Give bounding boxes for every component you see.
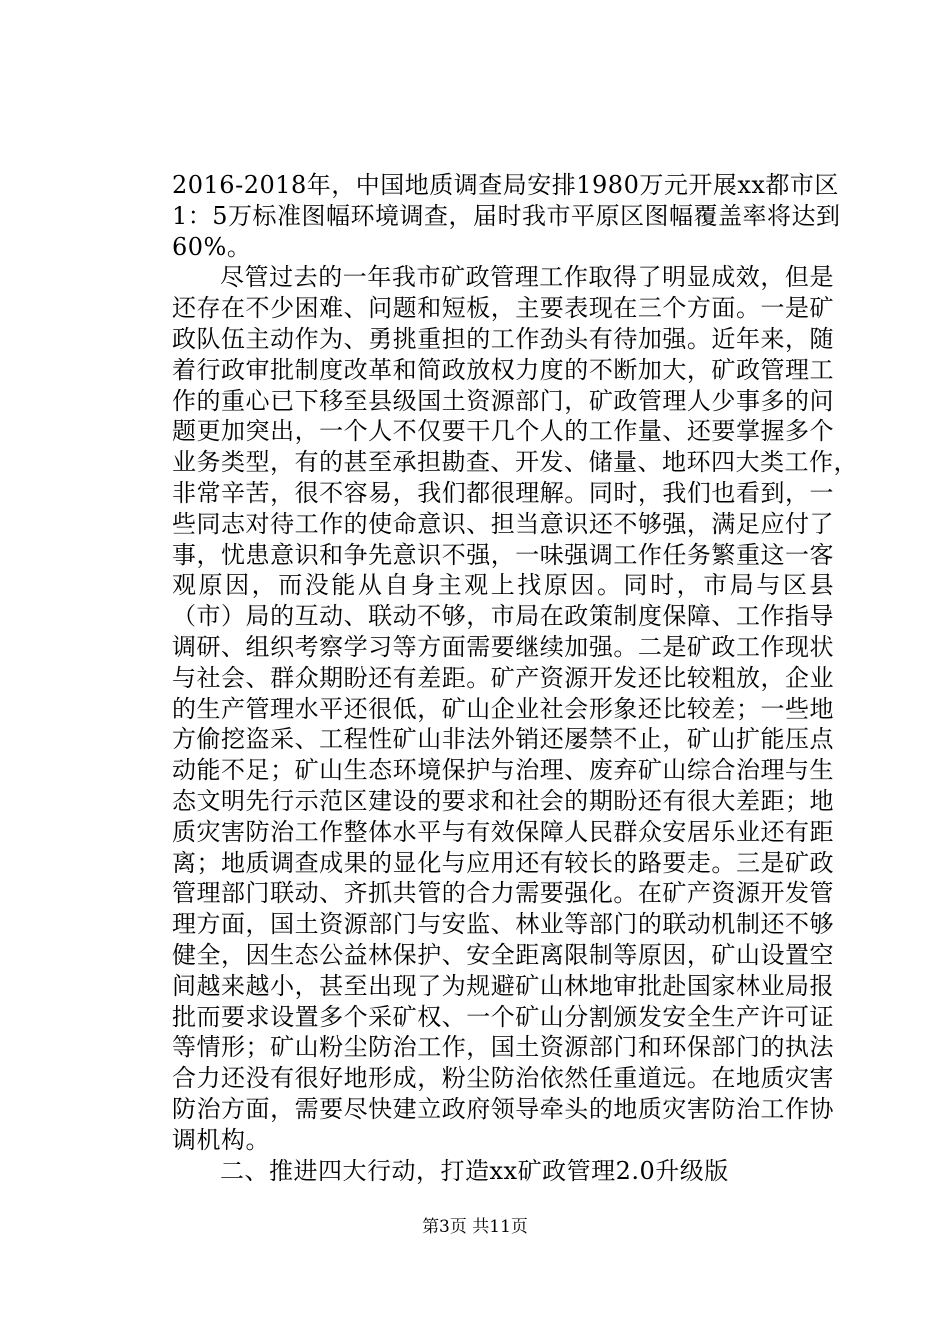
section-heading: 二、推进四大行动，打造xx矿政管理2.0升级版: [220, 1156, 729, 1185]
text-line: 离；地质调查成果的显化与应用还有较长的路要走。三是矿政: [172, 848, 834, 877]
text-line: 管理部门联动、齐抓共管的合力需要强化。在矿产资源开发管: [172, 879, 834, 908]
text-line: 防治方面，需要尽快建立政府领导牵头的地质灾害防治工作协: [172, 1094, 834, 1123]
text-line: 些同志对待工作的使命意识、担当意识还不够强，满足应付了: [172, 509, 834, 538]
text-line: 着行政审批制度改革和简政放权力度的不断加大，矿政管理工: [172, 355, 834, 384]
text-line: 质灾害防治工作整体水平与有效保障人民群众安居乐业还有距: [172, 817, 834, 846]
page-number-footer: 第3页 共11页: [422, 1217, 528, 1237]
text-line: 间越来越小，甚至出现了为规避矿山林地审批赴国家林业局报: [172, 971, 834, 1000]
paragraph-1: [172, 170, 841, 262]
text-line: 的生产管理水平还很低，矿山企业社会形象还比较差；一些地: [172, 694, 834, 723]
paragraph-2: [172, 262, 858, 1155]
text-line: 理方面，国土资源部门与安监、林业等部门的联动机制还不够: [172, 910, 834, 939]
text-line: 还存在不少困难、问题和短板，主要表现在三个方面。一是矿: [172, 294, 834, 323]
text-line: 60%。: [172, 232, 252, 261]
text-line: 尽管过去的一年我市矿政管理工作取得了明显成效，但是: [220, 263, 834, 292]
text-line: 事，忧患意识和争先意识不强，一味强调工作任务繁重这一客: [172, 540, 834, 569]
text-line: 合力还没有很好地形成，粉尘防治依然任重道远。在地质灾害: [172, 1064, 834, 1093]
text-line: 作的重心已下移至县级国土资源部门，矿政管理人少事多的问: [172, 386, 834, 415]
text-line: 非常辛苦，很不容易，我们都很理解。同时，我们也看到，一: [172, 478, 834, 507]
text-line: 动能不足；矿山生态环境保护与治理、废弃矿山综合治理与生: [172, 756, 834, 785]
text-line: 方偷挖盗采、工程性矿山非法外销还屡禁不止，矿山扩能压点: [172, 725, 834, 754]
text-line: 与社会、群众期盼还有差距。矿产资源开发还比较粗放，企业: [172, 663, 834, 692]
text-line: 调机构。: [172, 1125, 270, 1154]
document-body: [172, 170, 858, 1186]
text-line: 1：5万标准图幅环境调查，届时我市平原区图幅覆盖率将达到: [172, 201, 841, 230]
text-line: 调研、组织考察学习等方面需要继续加强。二是矿政工作现状: [172, 632, 834, 661]
text-line: 政队伍主动作为、勇挑重担的工作劲头有待加强。近年来，随: [172, 324, 834, 353]
text-line: 题更加突出，一个人不仅要干几个人的工作量、还要掌握多个: [172, 417, 834, 446]
text-line: 健全，因生态公益林保护、安全距离限制等原因，矿山设置空: [172, 940, 834, 969]
text-line: 观原因，而没能从自身主观上找原因。同时，市局与区县: [172, 571, 834, 600]
text-line: （市）局的互动、联动不够，市局在政策制度保障、工作指导: [172, 602, 834, 631]
text-line: 等情形；矿山粉尘防治工作，国土资源部门和环保部门的执法: [172, 1033, 834, 1062]
text-line: 批而要求设置多个采矿权、一个矿山分割颁发安全生产许可证: [172, 1002, 834, 1031]
text-line: 态文明先行示范区建设的要求和社会的期盼还有很大差距；地: [172, 786, 834, 815]
text-line: 2016-2018年，中国地质调查局安排1980万元开展xx都市区: [172, 171, 839, 199]
text-line: 业务类型，有的甚至承担勘查、开发、储量、地环四大类工作，: [172, 448, 858, 477]
